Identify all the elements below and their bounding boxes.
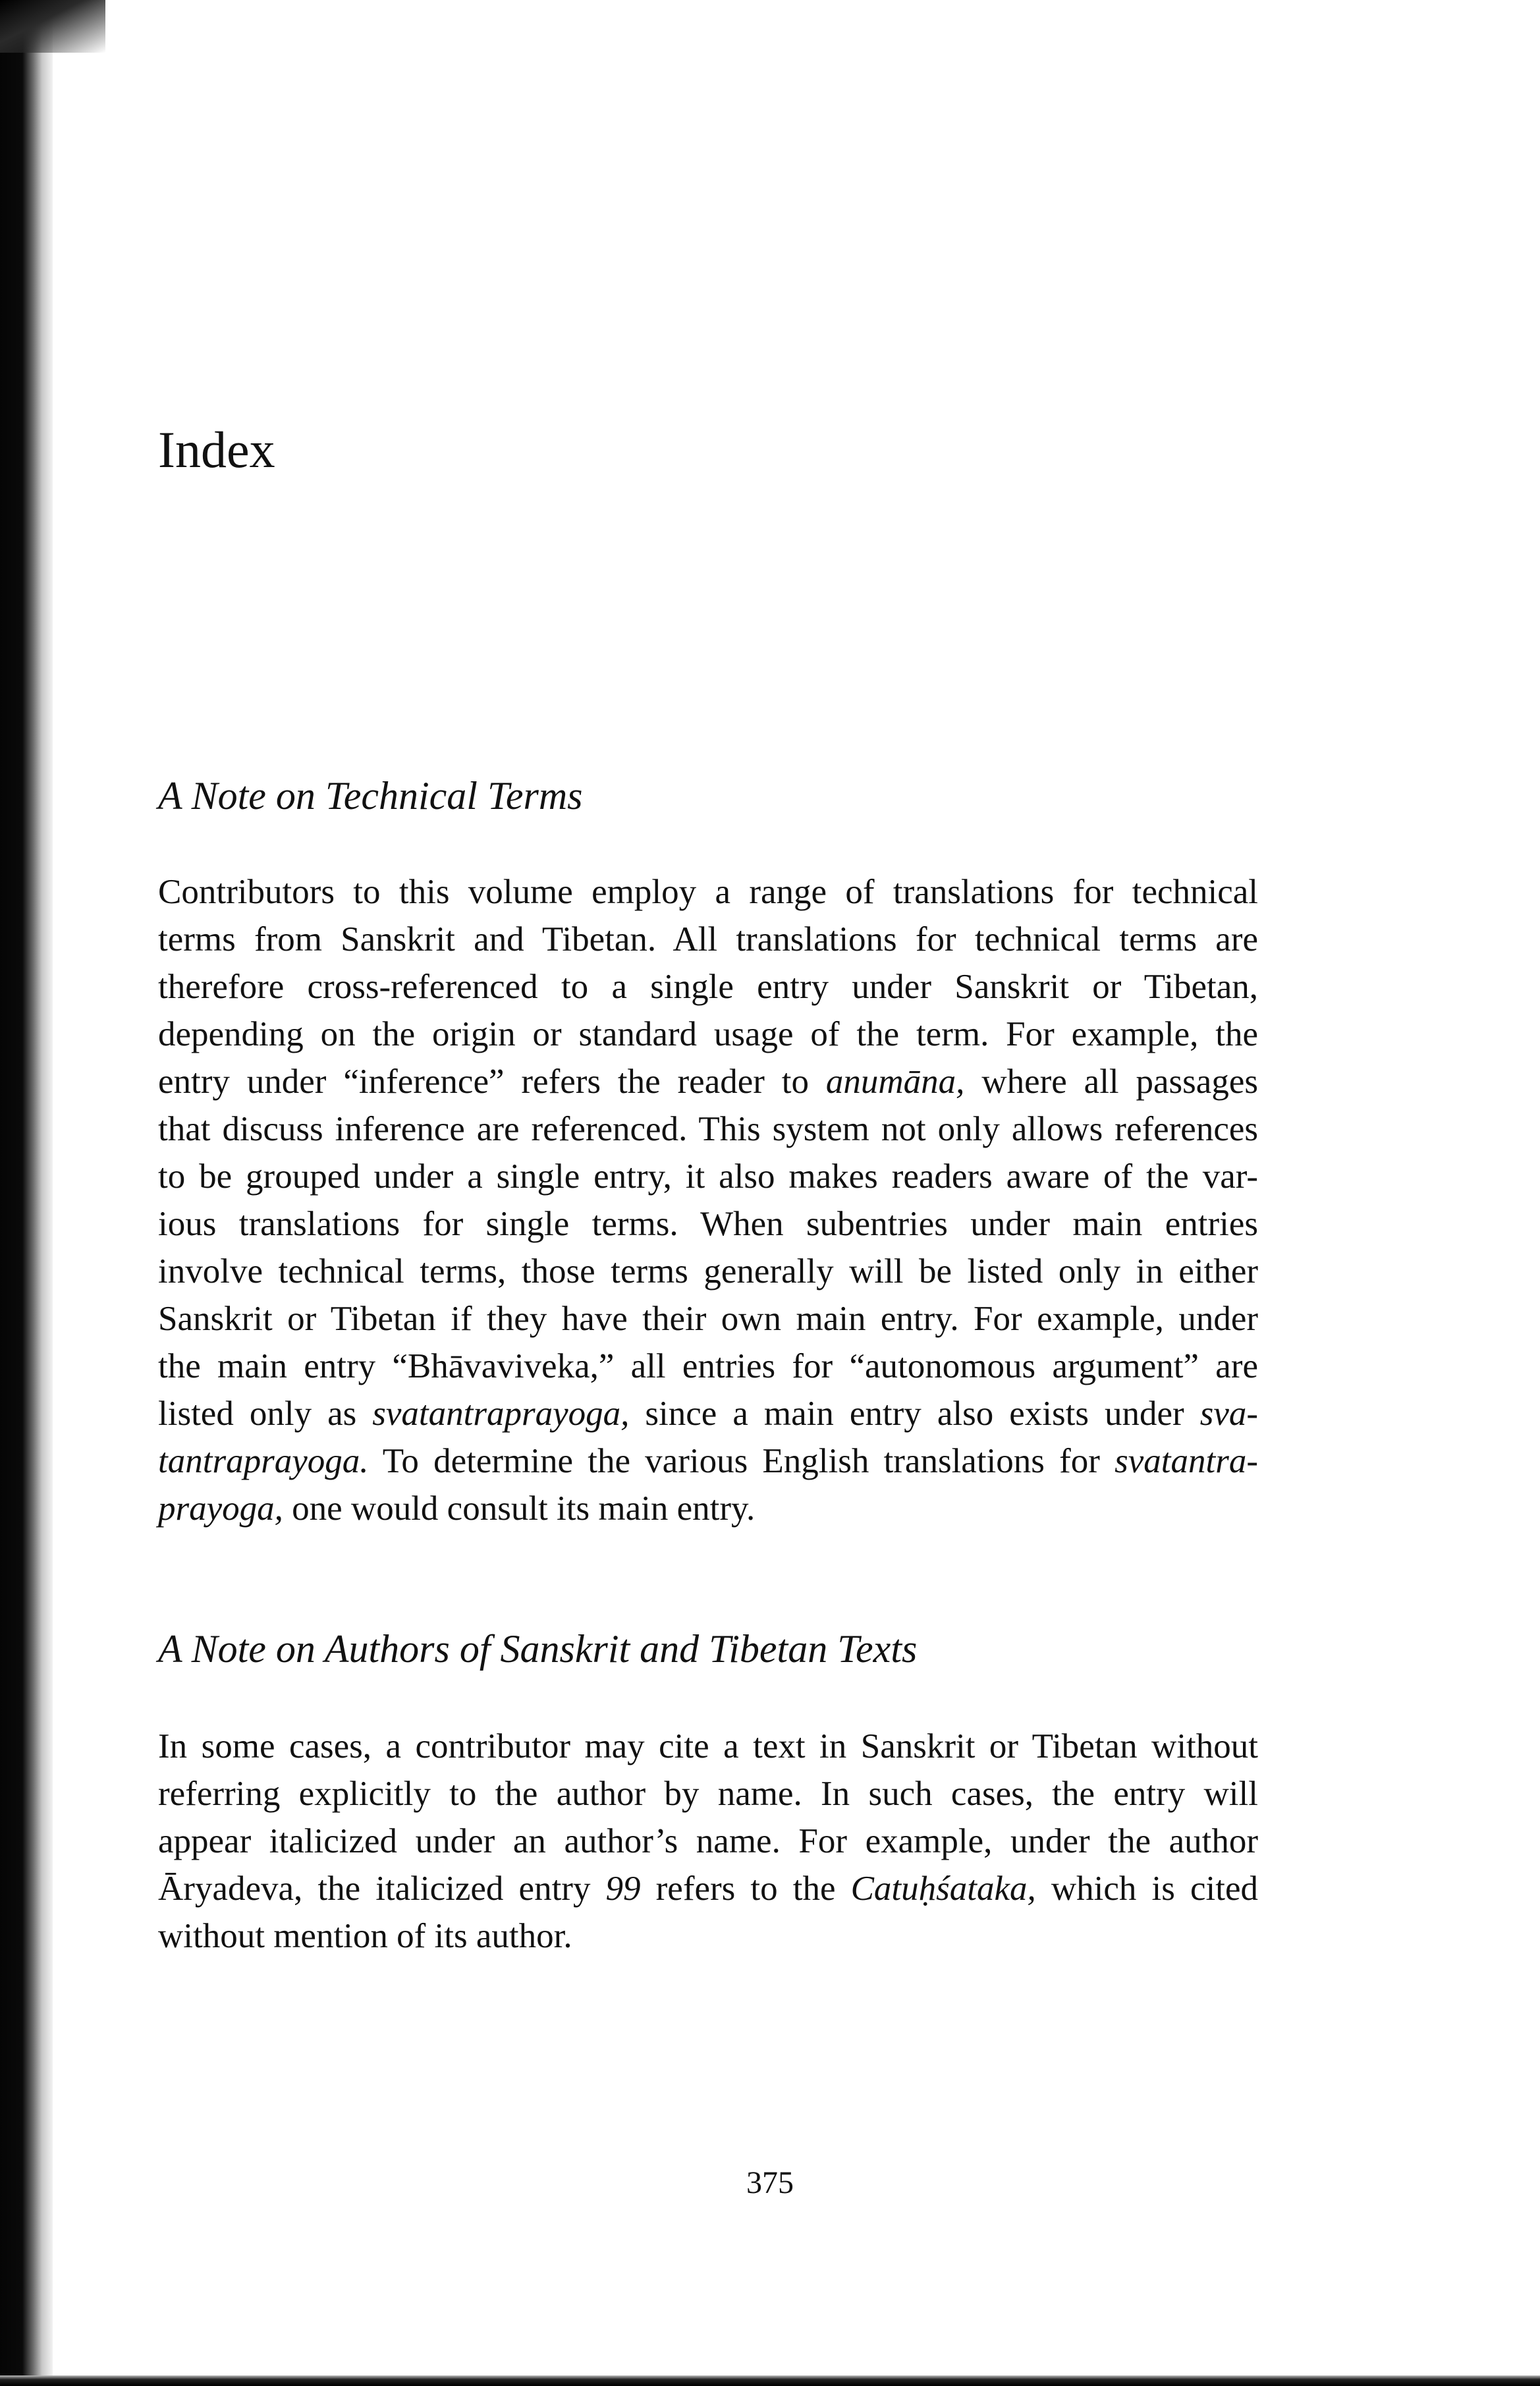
text-run: terms from Sanskrit and Tibetan. All translations for technical terms are (158, 920, 1258, 958)
binding-shadow (0, 0, 105, 53)
italic-term: 99 (605, 1870, 641, 1908)
text-run: which is cited (1035, 1870, 1258, 1908)
text-line (158, 1105, 1258, 1153)
italic-term: svatantraprayoga, (372, 1395, 630, 1433)
text-run: since a main entry also exists under (629, 1395, 1200, 1433)
text-line (158, 1295, 1258, 1343)
text-run: In some cases, a contributor may cite a text in Sanskrit or Tibetan without (158, 1727, 1258, 1765)
section-heading-technical-terms: A Note on Technical Terms (158, 774, 583, 818)
text-run: Āryadeva, the italicized entry (158, 1870, 606, 1908)
text-run: to be grouped under a single entry, it also makes readers aware of the var- (158, 1157, 1258, 1196)
text-line (158, 868, 1258, 916)
text-line (158, 1770, 1258, 1817)
text-run: the main entry “Bhāvaviveka,” all entries for “autonomous argument” are (158, 1347, 1258, 1385)
binding-edge (0, 0, 53, 2386)
italic-term: prayoga, (158, 1489, 283, 1528)
section-body-technical-terms (158, 868, 1258, 1532)
text-run: where all passages (964, 1063, 1258, 1101)
text-line (158, 1200, 1258, 1248)
text-run: that discuss inference are referenced. This system not only allows references (158, 1110, 1258, 1148)
bottom-edge (0, 2375, 1540, 2386)
text-run: To determine the various English translations for (368, 1442, 1115, 1480)
text-run: listed only as (158, 1395, 373, 1433)
text-run: depending on the origin or standard usage of the term. For example, the (158, 1015, 1258, 1053)
text-run: Sanskrit or Tibetan if they have their own main entry. For example, under (158, 1300, 1258, 1338)
text-run: involve technical terms, those terms generally will be listed only in either (158, 1252, 1258, 1290)
italic-term: Catuḥśataka, (850, 1870, 1036, 1908)
text-line (158, 1437, 1258, 1485)
text-line (158, 1723, 1258, 1770)
text-line (158, 916, 1258, 963)
text-run: Contributors to this volume employ a range of translations for technical (158, 873, 1258, 911)
text-run: refers to the (640, 1870, 851, 1908)
text-line (158, 1865, 1258, 1912)
section-heading-authors: A Note on Authors of Sanskrit and Tibetan Texts (158, 1627, 918, 1671)
text-line (158, 1248, 1258, 1295)
text-run: therefore cross-referenced to a single entry under Sanskrit or Tibetan, (158, 968, 1258, 1006)
page-number: 375 (746, 2165, 794, 2200)
italic-term: anumāna, (825, 1063, 965, 1101)
text-run: without mention of its author. (158, 1917, 572, 1955)
italic-term: sva- (1199, 1395, 1258, 1433)
text-line (158, 1817, 1258, 1865)
page-title: Index (158, 421, 275, 478)
text-line (158, 963, 1258, 1011)
text-line (158, 1343, 1258, 1390)
text-line (158, 1390, 1258, 1437)
text-run: referring explicitly to the author by name. In such cases, the entry will (158, 1775, 1258, 1813)
text-run: one would consult its main entry. (283, 1489, 756, 1528)
section-body-authors (158, 1723, 1258, 1960)
text-line (158, 1485, 1258, 1532)
italic-term: tantraprayoga. (158, 1442, 369, 1480)
text-line (158, 1153, 1258, 1200)
text-line (158, 1912, 1258, 1960)
text-run: appear italicized under an author’s name. For example, under the author (158, 1822, 1258, 1860)
italic-term: svatantra- (1114, 1442, 1258, 1480)
text-line (158, 1058, 1258, 1105)
text-run: entry under “inference” refers the reader to (158, 1063, 826, 1101)
text-line (158, 1011, 1258, 1058)
text-run: ious translations for single terms. When subentries under main entries (158, 1205, 1258, 1243)
